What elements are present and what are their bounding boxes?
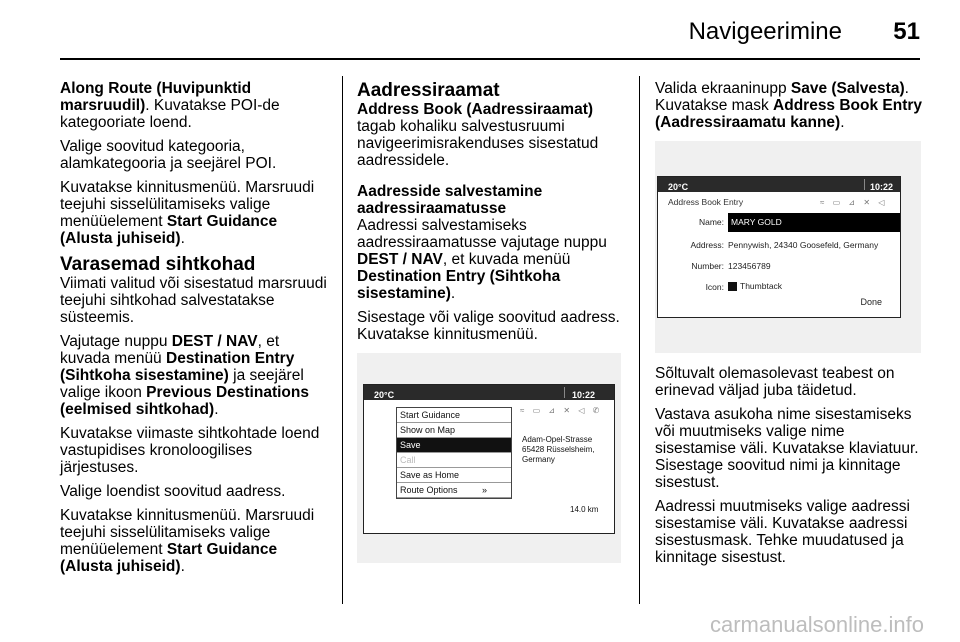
text: Valida ekraaninupp — [655, 80, 791, 97]
page-header — [60, 14, 920, 50]
menu-item-label: Route Options — [400, 485, 458, 495]
watermark: carmanualsonline.info — [709, 612, 924, 637]
clock-readout: 10:22 — [572, 390, 596, 400]
name-field[interactable]: MARY GOLD — [728, 213, 900, 232]
section-title: Aadressiraamat — [357, 80, 500, 101]
destination-street: Adam-Opel-Strasse — [522, 435, 593, 444]
done-button[interactable]: Done — [860, 297, 882, 307]
screenshot-confirmation-menu — [357, 353, 621, 563]
paragraph — [60, 80, 332, 131]
menu-item-call[interactable]: Call — [397, 453, 511, 468]
menu-item-save[interactable]: Save — [397, 438, 511, 453]
icon-field[interactable] — [728, 278, 782, 295]
text: Kuvatakse kinnitusmenüü. Marsruudi teejuhi sisselülitamiseks valige menüüelement — [60, 507, 315, 558]
text: . Kuvatakse POI-de kategooriate loend. — [60, 97, 280, 131]
temperature-readout: 20°C — [668, 182, 689, 192]
menu-item-show-on-map[interactable]: Show on Map — [397, 423, 511, 438]
status-separator — [864, 179, 865, 190]
screenshot-address-book-entry — [655, 141, 921, 353]
text: . — [180, 230, 185, 247]
term: Destination Entry (Sihtkoha sisestamine) — [357, 268, 561, 302]
column-divider — [342, 76, 343, 604]
term: Start Guidance (Alusta juhiseid) — [60, 541, 278, 575]
section-title: Varasemad sihtkohad — [60, 254, 256, 275]
paragraph — [357, 217, 629, 302]
distance-readout: 14.0 km — [570, 505, 599, 514]
text: . — [450, 285, 456, 302]
destination-city: 65428 Rüsselsheim, Germany — [522, 445, 595, 464]
column-1 — [60, 80, 332, 582]
text: Vajutage nuppu — [60, 333, 172, 350]
text: . — [840, 114, 845, 131]
paragraph — [60, 507, 332, 575]
icon-value: Thumbtack — [740, 281, 783, 291]
infotainment-screen — [363, 384, 615, 534]
text: Kuvatakse kinnitusmenüü. Marsruudi teejuhi sisselülitamiseks valige menüüelement — [60, 179, 315, 230]
chevron-right-icon: » — [481, 485, 487, 495]
menu-item-route-options[interactable] — [397, 483, 511, 498]
term: DEST / NAV — [171, 333, 258, 350]
clock-readout: 10:22 — [870, 182, 894, 192]
text: , et kuvada menüü — [60, 333, 280, 367]
status-separator — [564, 387, 565, 398]
text: ja seejärel valige ikoon — [60, 367, 304, 401]
term: DEST / NAV — [357, 251, 443, 268]
paragraph: tagab kohaliku salvestusruumi navigeerimisrakenduses sisestatud aadressidele. — [357, 118, 599, 169]
number-label: Number: — [691, 261, 724, 271]
thumbtack-icon — [728, 282, 737, 291]
column-2 — [357, 80, 629, 575]
paragraph: Vastava asukoha nime sisestamiseks või muutmiseks valige nime sisestamise väli. Kuvatakse klaviatuur. Sisestage soovitud nimi ja kinnitage sisestust. — [655, 406, 919, 491]
subheading: Address Book (Aadressiraamat) — [357, 101, 594, 118]
chapter-title: Navigeerimine — [688, 18, 842, 45]
header-rule — [60, 58, 920, 60]
icon-label: Icon: — [705, 282, 724, 292]
text: . Kuvatakse mask — [655, 80, 909, 114]
paragraph — [655, 80, 925, 131]
form-title: Address Book Entry — [668, 197, 744, 207]
paragraph — [60, 179, 332, 247]
text: . — [214, 401, 219, 418]
menu-item-start-guidance[interactable]: Start Guidance — [397, 408, 511, 423]
page-number: 51 — [893, 18, 920, 45]
term: Start Guidance (Alusta juhiseid) — [60, 213, 278, 247]
paragraph: Valige soovitud kategooria, alamkategooria ja seejärel POI. — [60, 138, 277, 172]
subheading: Aadresside salvestamine aadressiraamatusse — [357, 183, 543, 217]
paragraph: Kuvatakse viimaste sihtkohtade loend vastupidises kronoloogilises järjestuses. — [60, 425, 320, 476]
menu-item-save-as-home[interactable]: Save as Home — [397, 468, 511, 483]
paragraph: Aadressi muutmiseks valige aadressi sisestamise väli. Kuvatakse aadressi sisestusmask. Tehke muudatused ja kinnitage sisestust. — [655, 498, 910, 566]
term: Destination Entry (Sihtkoha sisestamine) — [60, 350, 295, 384]
text: . — [180, 558, 185, 575]
temperature-readout: 20°C — [374, 390, 395, 400]
paragraph: Viimati valitud või sisestatud marsruudi teejuhi sihtkohad salvestatakse süsteemis. — [60, 275, 327, 326]
status-bar — [658, 177, 900, 192]
text: Aadressi salvestamiseks aadressiraamatusse vajutage nuppu — [357, 217, 607, 251]
column-divider — [639, 76, 640, 604]
address-label: Address: — [690, 240, 724, 250]
infotainment-screen — [657, 176, 901, 318]
column-3 — [655, 80, 925, 573]
paragraph — [60, 333, 332, 418]
paragraph: Sisestage või valige soovitud aadress. Kuvatakse kinnitusmenüü. — [357, 309, 620, 343]
text: , et kuvada menüü — [442, 251, 571, 268]
address-field[interactable]: Pennywish, 24340 Goosefeld, Germany — [728, 240, 879, 250]
destination-address — [522, 435, 614, 465]
term: Address Book Entry (Aadressiraamatu kanne) — [655, 97, 923, 131]
paragraph: Sõltuvalt olemasolevast teabest on erinevad väljad juba täidetud. — [655, 365, 895, 399]
number-field[interactable]: 123456789 — [728, 261, 771, 271]
term: Save (Salvesta) — [790, 80, 905, 97]
name-label: Name: — [698, 217, 724, 227]
status-icons: ≈ ▭ ⊿ ✕ ◁ ✆ — [520, 406, 603, 415]
confirmation-menu — [396, 407, 512, 499]
status-bar — [364, 385, 614, 400]
term: Previous Destinations (eelmised sihtkohad) — [60, 384, 309, 418]
term: Along Route (Huvipunktid marsruudil) — [60, 80, 252, 114]
status-icons: ≈ ▭ ⊿ ✕ ◁ — [820, 198, 888, 207]
paragraph: Valige loendist soovitud aadress. — [60, 483, 286, 500]
